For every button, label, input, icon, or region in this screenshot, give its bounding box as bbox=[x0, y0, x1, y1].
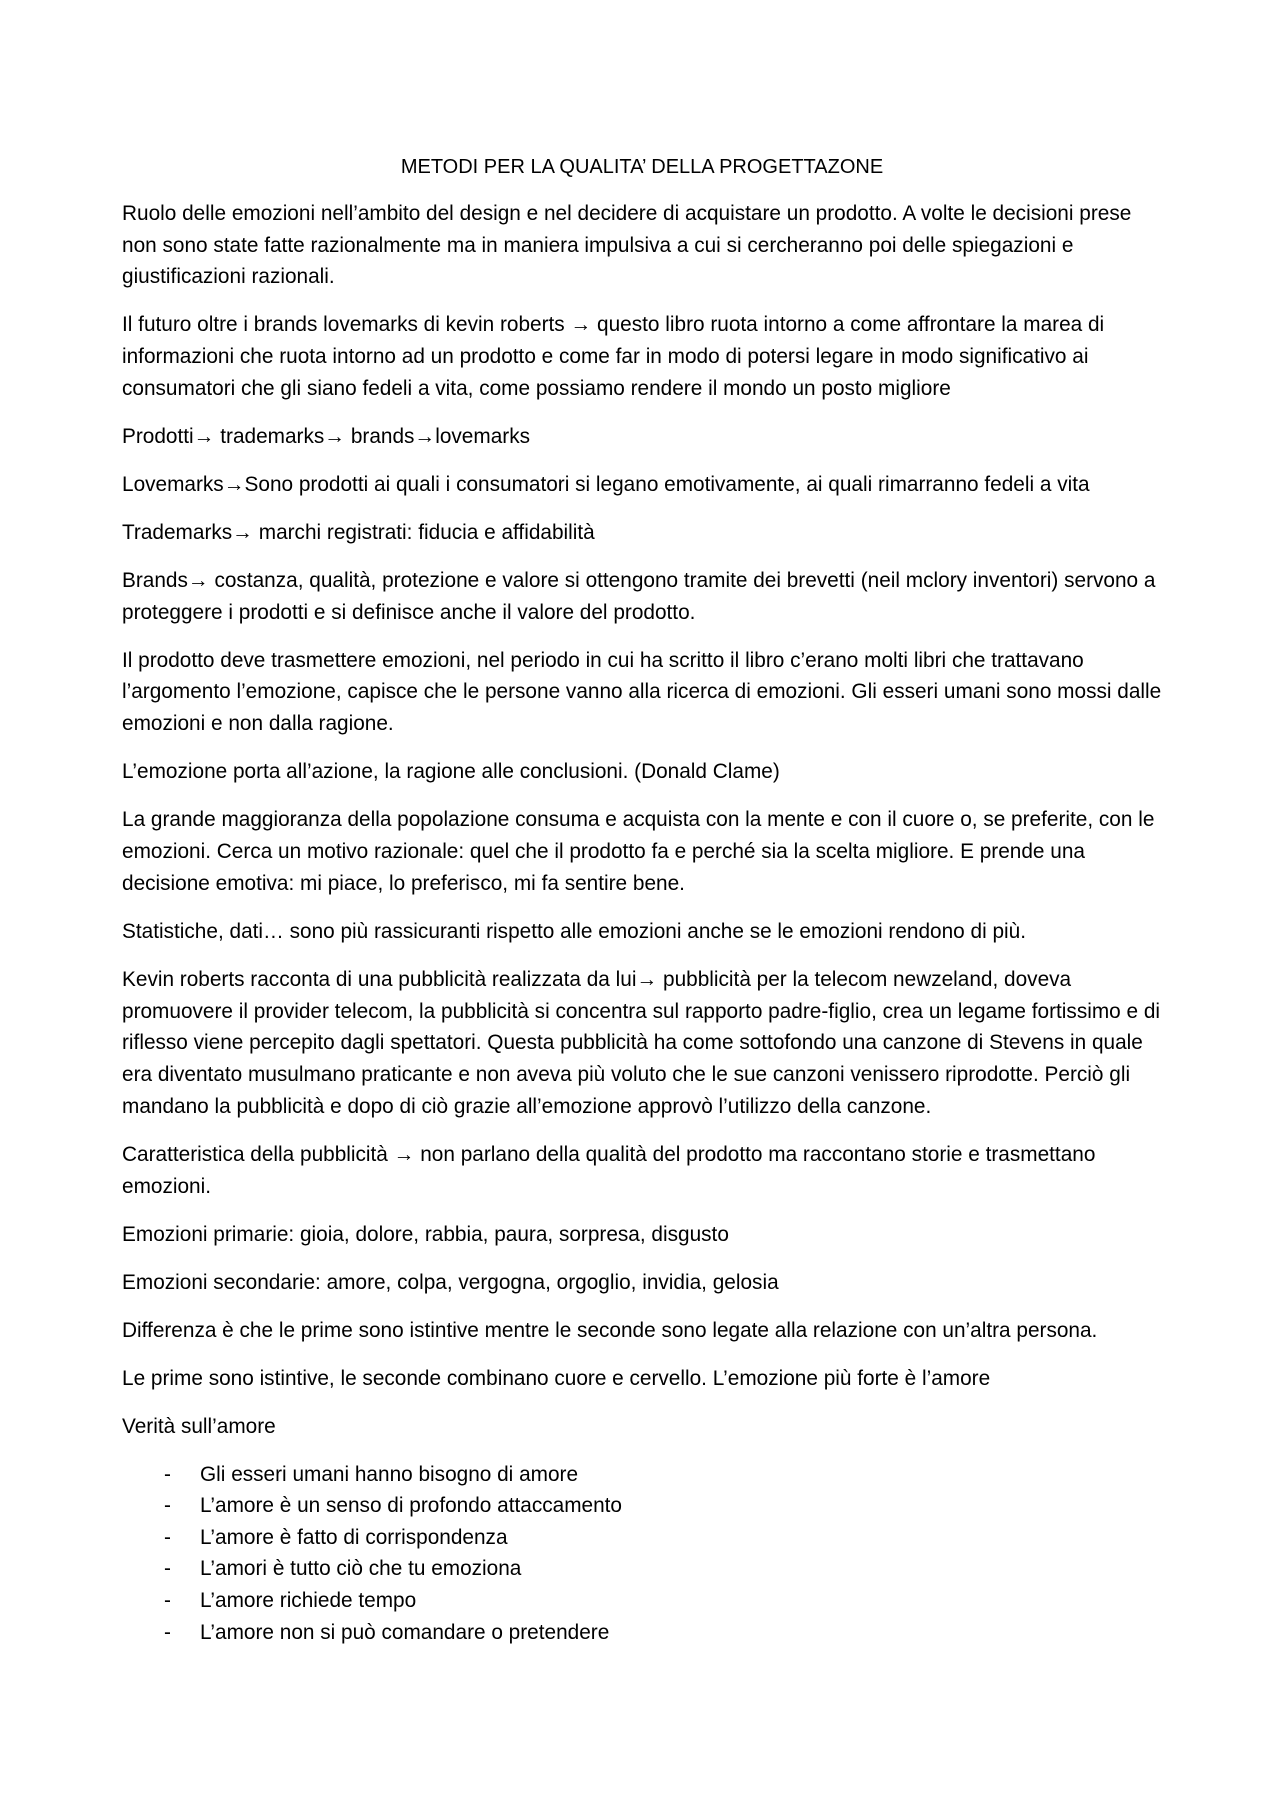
list-item-text: Gli esseri umani hanno bisogno di amore bbox=[200, 1462, 579, 1486]
dash-bullet: - bbox=[164, 1620, 171, 1644]
list-item bbox=[122, 1585, 1162, 1617]
list-item bbox=[122, 1490, 1162, 1522]
paragraph: Emozioni secondarie: amore, colpa, vergogna, orgoglio, invidia, gelosia bbox=[122, 1270, 779, 1294]
paragraph: Caratteristica della pubblicità → non parlano della qualità del prodotto ma raccontano storie e trasmettano emozioni. bbox=[122, 1142, 1102, 1198]
paragraph: Il prodotto deve trasmettere emozioni, nel periodo in cui ha scritto il libro c’erano molti libri che trattavano l’argomento l’emozione, capisce che le persone vanno alla ricerca di emozioni. Gli esseri umani sono mossi dalle emozioni e non dalla ragione. bbox=[122, 648, 1167, 736]
document-title: METODI PER LA QUALITA’ DELLA PROGETTAZONE bbox=[400, 156, 884, 178]
paragraph: La grande maggioranza della popolazione consuma e acquista con la mente e con il cuore o, se preferite, con le emozioni. Cerca un motivo razionale: quel che il prodotto fa e perché sia la scelta migliore. E prende una decisione emotiva: mi piace, lo preferisco, mi fa sentire bene. bbox=[122, 808, 1161, 895]
truths-list bbox=[122, 1459, 1162, 1649]
paragraph: Lovemarks→Sono prodotti ai quali i consumatori si legano emotivamente, ai quali rimarranno fedeli a vita bbox=[122, 472, 1090, 496]
paragraph: Le prime sono istintive, le seconde combinano cuore e cervello. L’emozione più forte è l’amore bbox=[122, 1366, 991, 1390]
list-item-text: L’amore non si può comandare o pretendere bbox=[200, 1620, 610, 1644]
dash-bullet: - bbox=[164, 1462, 171, 1486]
paragraph: Statistiche, dati… sono più rassicuranti rispetto alle emozioni anche se le emozioni rendono di più. bbox=[122, 919, 1027, 943]
list-item bbox=[122, 1522, 1162, 1554]
paragraph: Brands→ costanza, qualità, protezione e valore si ottengono tramite dei brevetti (neil mclory inventori) servono a proteggere i prodotti e si definisce anche il valore del prodotto. bbox=[122, 568, 1162, 624]
list-item-text: L’amore è un senso di profondo attaccamento bbox=[200, 1494, 622, 1518]
paragraph: Differenza è che le prime sono istintive mentre le seconde sono legate alla relazione con un’altra persona. bbox=[122, 1318, 1098, 1342]
paragraph: Prodotti→ trademarks→ brands→lovemarks bbox=[122, 424, 530, 448]
dash-bullet: - bbox=[164, 1589, 171, 1613]
paragraph: Emozioni primarie: gioia, dolore, rabbia, paura, sorpresa, disgusto bbox=[122, 1222, 729, 1246]
list-item-text: L’amore richiede tempo bbox=[200, 1589, 417, 1613]
list-heading: Verità sull’amore bbox=[122, 1414, 276, 1438]
document-page bbox=[122, 152, 1167, 1648]
list-item-text: L’amore è fatto di corrispondenza bbox=[200, 1525, 508, 1549]
list-item bbox=[122, 1553, 1162, 1585]
dash-bullet: - bbox=[164, 1494, 171, 1518]
paragraph: Ruolo delle emozioni nell’ambito del design e nel decidere di acquistare un prodotto. A volte le decisioni prese non sono state fatte razionalmente ma in maniera impulsiva a cui si cercheranno poi delle spiegazioni e giustificazioni razionali. bbox=[122, 201, 1138, 289]
paragraph: Kevin roberts racconta di una pubblicità realizzata da lui→ pubblicità per la telecom newzeland, doveva promuovere il provider telecom, la pubblicità si concentra sul rapporto padre-figlio, crea un legame fortissimo e di riflesso viene percepito dagli spettatori. Questa pubblicità ha come sottofondo una canzone di Stevens in quale era diventato musulmano praticante e non aveva più voluto che le sue canzoni venissero riprodotte. Perciò gli mandano la pubblicità e dopo di ciò grazie all’emozione approvò l’utilizzo della canzone. bbox=[122, 967, 1166, 1118]
paragraph: Il futuro oltre i brands lovemarks di kevin roberts → questo libro ruota intorno a come affrontare la marea di informazioni che ruota intorno ad un prodotto e come far in modo di potersi legare in modo significativo ai consumatori che gli siano fedeli a vita, come possiamo rendere il mondo un posto migliore bbox=[122, 313, 1110, 400]
paragraph: Trademarks→ marchi registrati: fiducia e affidabilità bbox=[122, 520, 595, 544]
dash-bullet: - bbox=[164, 1525, 171, 1549]
list-item bbox=[122, 1617, 1162, 1649]
paragraph: L’emozione porta all’azione, la ragione alle conclusioni. (Donald Clame) bbox=[122, 760, 780, 784]
list-item bbox=[122, 1459, 1162, 1491]
list-item-text: L’amori è tutto ciò che tu emoziona bbox=[200, 1557, 522, 1581]
dash-bullet: - bbox=[164, 1557, 171, 1581]
